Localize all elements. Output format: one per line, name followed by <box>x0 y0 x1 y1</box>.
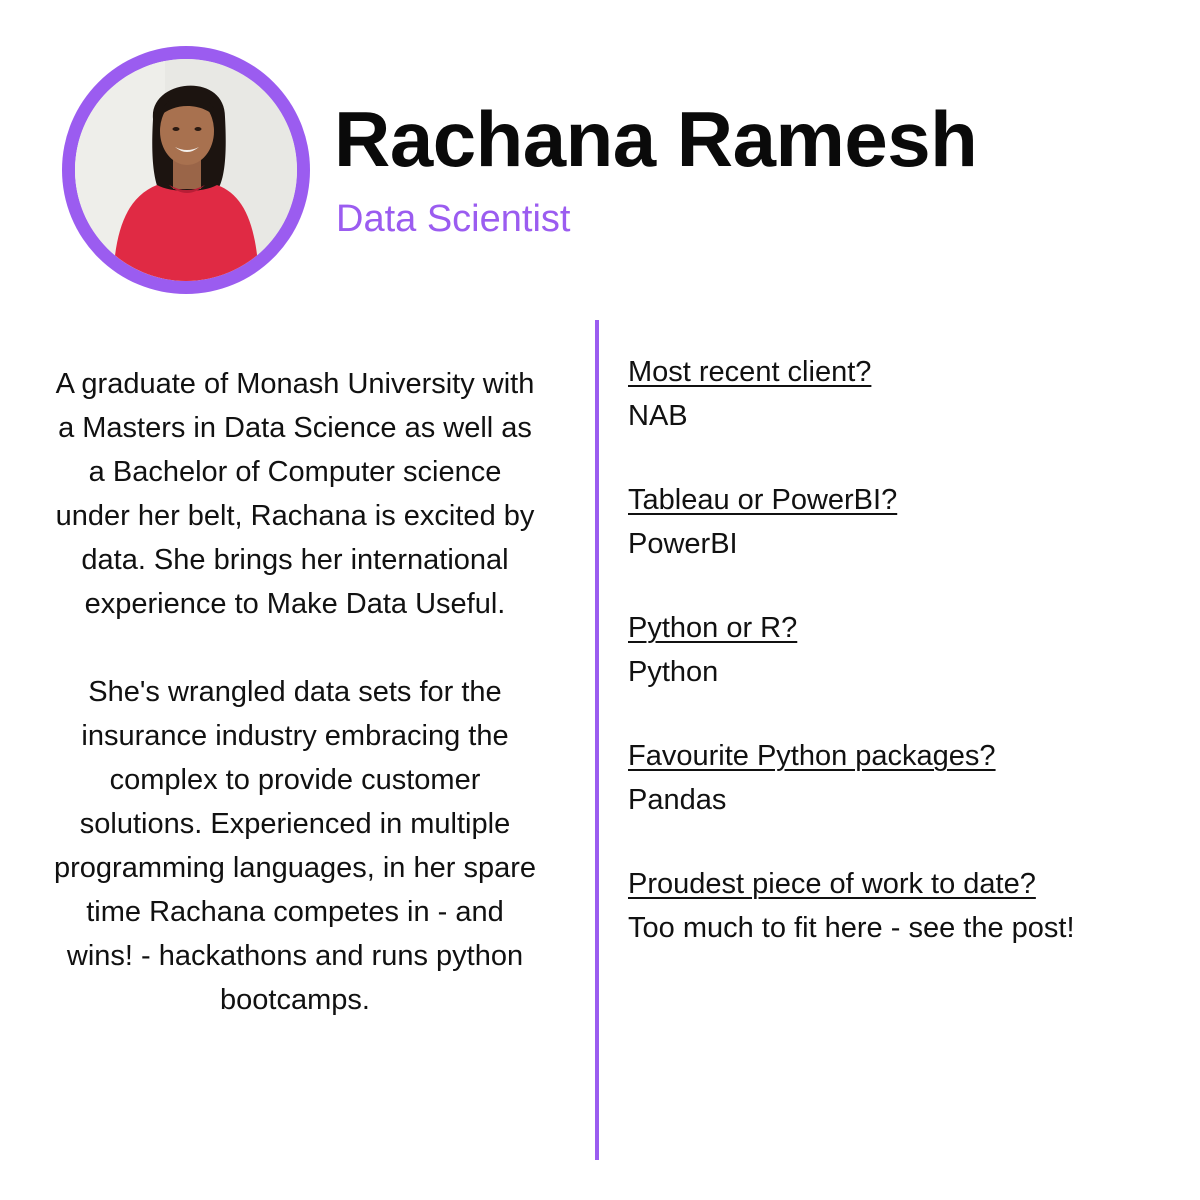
qa-question: Most recent client? <box>628 356 872 388</box>
portrait-photo <box>75 59 297 281</box>
qa-question: Python or R? <box>628 612 798 644</box>
bio-paragraph-2: She's wrangled data sets for the insurance industry embracing the complex to provide customer solutions. Experienced in multiple programming languages, in her spare time Rachana competes in - and wins! - hackathons and runs python bootcamps. <box>54 676 536 1016</box>
qa-answer: PowerBI <box>628 528 738 560</box>
profile-name: Rachana Ramesh <box>334 95 978 183</box>
portrait-illustration <box>75 59 297 281</box>
qa-question: Tableau or PowerBI? <box>628 484 898 516</box>
qa-question: Favourite Python packages? <box>628 740 996 772</box>
qa-answer: Too much to fit here - see the post! <box>628 912 1075 944</box>
qa-section <box>628 350 1188 990</box>
qa-answer: Python <box>628 656 719 688</box>
profile-role: Data Scientist <box>336 198 571 240</box>
vertical-divider <box>595 320 599 1160</box>
bio-section <box>50 362 540 1022</box>
bio-paragraph-1: A graduate of Monash University with a Masters in Data Science as well as a Bachelor of Computer science under her belt, Rachana is excited by data. She brings her international experience to Make Data Useful. <box>55 368 535 620</box>
qa-item <box>628 478 1188 566</box>
qa-item <box>628 862 1188 950</box>
avatar <box>62 46 310 294</box>
qa-item <box>628 350 1188 438</box>
qa-answer: Pandas <box>628 784 727 816</box>
qa-answer: NAB <box>628 400 688 432</box>
qa-item <box>628 734 1188 822</box>
qa-question: Proudest piece of work to date? <box>628 868 1036 900</box>
qa-item <box>628 606 1188 694</box>
